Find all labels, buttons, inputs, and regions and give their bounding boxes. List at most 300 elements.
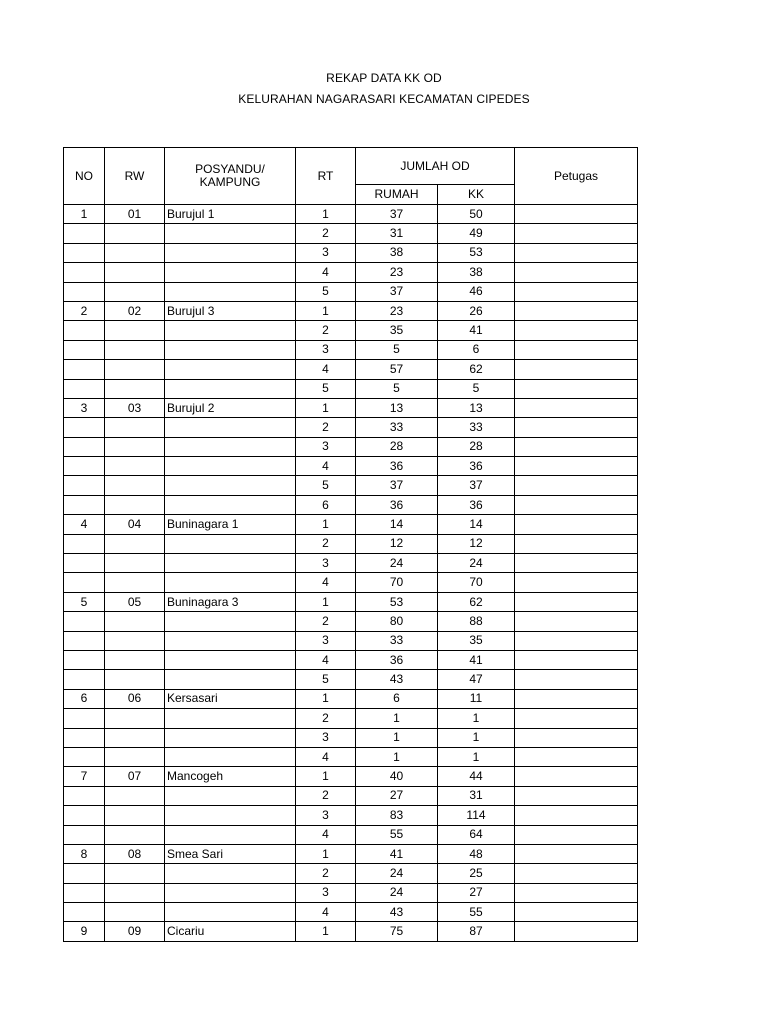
cell-petugas: [515, 515, 638, 534]
cell-rw: [105, 534, 165, 553]
cell-rumah: 37: [356, 282, 438, 301]
cell-rt: 1: [296, 689, 356, 708]
cell-no: [64, 340, 105, 359]
cell-rw: [105, 650, 165, 669]
cell-rt: 5: [296, 476, 356, 495]
cell-kk: 33: [438, 418, 515, 437]
cell-no: [64, 534, 105, 553]
cell-rumah: 80: [356, 612, 438, 631]
cell-no: [64, 728, 105, 747]
table-row: [64, 495, 638, 514]
cell-no: [64, 806, 105, 825]
cell-posyandu: Cicariu: [165, 922, 296, 941]
cell-rumah: 43: [356, 670, 438, 689]
cell-petugas: [515, 592, 638, 611]
cell-rw: [105, 825, 165, 844]
cell-rumah: 36: [356, 457, 438, 476]
table-row: [64, 340, 638, 359]
cell-rumah: 35: [356, 321, 438, 340]
cell-posyandu: [165, 612, 296, 631]
cell-posyandu: [165, 670, 296, 689]
cell-kk: 12: [438, 534, 515, 553]
cell-petugas: [515, 282, 638, 301]
cell-kk: 28: [438, 437, 515, 456]
cell-kk: 1: [438, 728, 515, 747]
table-row: [64, 767, 638, 786]
cell-kk: 41: [438, 321, 515, 340]
cell-kk: 26: [438, 301, 515, 320]
cell-rw: [105, 573, 165, 592]
table-row: [64, 631, 638, 650]
cell-rumah: 37: [356, 476, 438, 495]
cell-rw: [105, 457, 165, 476]
cell-no: [64, 437, 105, 456]
header-rumah: RUMAH: [356, 185, 438, 205]
cell-rw: [105, 612, 165, 631]
cell-posyandu: [165, 573, 296, 592]
document-title: REKAP DATA KK OD: [326, 71, 442, 85]
cell-petugas: [515, 360, 638, 379]
cell-no: [64, 825, 105, 844]
cell-rt: 4: [296, 573, 356, 592]
table-row: [64, 728, 638, 747]
cell-rt: 3: [296, 728, 356, 747]
table-row: [64, 592, 638, 611]
cell-kk: 36: [438, 457, 515, 476]
cell-no: [64, 263, 105, 282]
cell-rt: 1: [296, 844, 356, 863]
cell-petugas: [515, 205, 638, 224]
cell-rumah: 40: [356, 767, 438, 786]
cell-petugas: [515, 554, 638, 573]
cell-posyandu: [165, 554, 296, 573]
cell-no: [64, 650, 105, 669]
cell-rt: 1: [296, 398, 356, 417]
cell-petugas: [515, 728, 638, 747]
cell-no: [64, 554, 105, 573]
cell-posyandu: [165, 282, 296, 301]
cell-petugas: [515, 650, 638, 669]
header-no: NO: [64, 148, 105, 205]
cell-rumah: 5: [356, 340, 438, 359]
cell-no: 9: [64, 922, 105, 941]
cell-no: [64, 476, 105, 495]
cell-no: [64, 747, 105, 766]
cell-kk: 87: [438, 922, 515, 941]
cell-kk: 46: [438, 282, 515, 301]
cell-rt: 4: [296, 457, 356, 476]
table-row: [64, 476, 638, 495]
cell-rumah: 1: [356, 709, 438, 728]
table-row: [64, 301, 638, 320]
cell-kk: 31: [438, 786, 515, 805]
cell-petugas: [515, 747, 638, 766]
cell-posyandu: [165, 243, 296, 262]
cell-rt: 6: [296, 495, 356, 514]
cell-kk: 47: [438, 670, 515, 689]
cell-kk: 88: [438, 612, 515, 631]
cell-rt: 4: [296, 263, 356, 282]
cell-kk: 62: [438, 592, 515, 611]
cell-posyandu: Buninagara 3: [165, 592, 296, 611]
cell-kk: 1: [438, 709, 515, 728]
cell-no: [64, 670, 105, 689]
cell-petugas: [515, 689, 638, 708]
cell-posyandu: [165, 379, 296, 398]
table-row: [64, 844, 638, 863]
table-row: [64, 612, 638, 631]
cell-no: [64, 573, 105, 592]
cell-kk: 37: [438, 476, 515, 495]
cell-posyandu: [165, 360, 296, 379]
cell-rt: 2: [296, 786, 356, 805]
table-row: [64, 650, 638, 669]
cell-rt: 3: [296, 554, 356, 573]
cell-posyandu: [165, 631, 296, 650]
cell-posyandu: [165, 340, 296, 359]
table-row: [64, 437, 638, 456]
cell-petugas: [515, 418, 638, 437]
cell-kk: 70: [438, 573, 515, 592]
cell-rt: 3: [296, 340, 356, 359]
od-data-table: [63, 147, 638, 942]
cell-rw: 01: [105, 205, 165, 224]
cell-petugas: [515, 340, 638, 359]
table-row: [64, 903, 638, 922]
cell-rumah: 5: [356, 379, 438, 398]
cell-rw: [105, 437, 165, 456]
cell-rw: [105, 495, 165, 514]
cell-rt: 2: [296, 709, 356, 728]
cell-posyandu: [165, 263, 296, 282]
table-row: [64, 457, 638, 476]
cell-kk: 38: [438, 263, 515, 282]
cell-petugas: [515, 495, 638, 514]
cell-rw: 09: [105, 922, 165, 941]
cell-petugas: [515, 437, 638, 456]
table-row: [64, 825, 638, 844]
cell-posyandu: [165, 418, 296, 437]
table-row: [64, 205, 638, 224]
cell-rumah: 41: [356, 844, 438, 863]
cell-posyandu: [165, 476, 296, 495]
header-posyandu-line1: POSYANDU/: [195, 162, 265, 176]
cell-rt: 2: [296, 864, 356, 883]
cell-no: 4: [64, 515, 105, 534]
cell-rt: 3: [296, 437, 356, 456]
cell-rt: 1: [296, 515, 356, 534]
cell-posyandu: [165, 224, 296, 243]
cell-petugas: [515, 806, 638, 825]
table-row: [64, 418, 638, 437]
table-row: [64, 709, 638, 728]
cell-rt: 2: [296, 534, 356, 553]
cell-posyandu: [165, 728, 296, 747]
cell-kk: 11: [438, 689, 515, 708]
cell-petugas: [515, 825, 638, 844]
cell-posyandu: Buninagara 1: [165, 515, 296, 534]
cell-rumah: 31: [356, 224, 438, 243]
cell-posyandu: [165, 786, 296, 805]
cell-petugas: [515, 709, 638, 728]
cell-petugas: [515, 767, 638, 786]
cell-rumah: 23: [356, 301, 438, 320]
table-row: [64, 243, 638, 262]
cell-no: 5: [64, 592, 105, 611]
cell-rw: [105, 379, 165, 398]
cell-rw: [105, 360, 165, 379]
cell-rw: 02: [105, 301, 165, 320]
table-row: [64, 379, 638, 398]
cell-posyandu: [165, 747, 296, 766]
cell-rw: [105, 282, 165, 301]
cell-rw: [105, 476, 165, 495]
cell-petugas: [515, 864, 638, 883]
table-body: [64, 205, 638, 942]
cell-rt: 1: [296, 922, 356, 941]
cell-rt: 2: [296, 418, 356, 437]
cell-posyandu: Burujul 1: [165, 205, 296, 224]
cell-rumah: 1: [356, 728, 438, 747]
cell-no: [64, 457, 105, 476]
cell-rt: 5: [296, 282, 356, 301]
cell-petugas: [515, 612, 638, 631]
cell-petugas: [515, 379, 638, 398]
cell-rw: [105, 670, 165, 689]
cell-posyandu: Burujul 3: [165, 301, 296, 320]
cell-kk: 114: [438, 806, 515, 825]
cell-rw: 06: [105, 689, 165, 708]
cell-rumah: 24: [356, 864, 438, 883]
cell-rt: 3: [296, 883, 356, 902]
cell-no: 7: [64, 767, 105, 786]
cell-petugas: [515, 883, 638, 902]
table-row: [64, 883, 638, 902]
cell-rw: [105, 243, 165, 262]
cell-petugas: [515, 631, 638, 650]
cell-rt: 1: [296, 592, 356, 611]
table-row: [64, 689, 638, 708]
cell-kk: 5: [438, 379, 515, 398]
cell-no: [64, 631, 105, 650]
cell-rt: 5: [296, 670, 356, 689]
cell-rw: [105, 864, 165, 883]
cell-kk: 55: [438, 903, 515, 922]
table-row: [64, 670, 638, 689]
cell-rt: 4: [296, 360, 356, 379]
header-posyandu: [165, 148, 296, 205]
cell-rt: 3: [296, 243, 356, 262]
cell-kk: 41: [438, 650, 515, 669]
cell-kk: 36: [438, 495, 515, 514]
table-row: [64, 922, 638, 941]
cell-rw: [105, 263, 165, 282]
cell-petugas: [515, 670, 638, 689]
cell-rt: 3: [296, 806, 356, 825]
cell-rt: 5: [296, 379, 356, 398]
cell-petugas: [515, 534, 638, 553]
cell-no: [64, 786, 105, 805]
cell-petugas: [515, 301, 638, 320]
cell-petugas: [515, 243, 638, 262]
header-jumlah-od: JUMLAH OD: [356, 148, 515, 185]
cell-posyandu: [165, 457, 296, 476]
cell-no: [64, 379, 105, 398]
table-row: [64, 573, 638, 592]
cell-no: 6: [64, 689, 105, 708]
cell-rw: [105, 340, 165, 359]
cell-kk: 49: [438, 224, 515, 243]
cell-no: [64, 282, 105, 301]
cell-rumah: 75: [356, 922, 438, 941]
table-row: [64, 864, 638, 883]
cell-petugas: [515, 844, 638, 863]
cell-posyandu: [165, 495, 296, 514]
cell-petugas: [515, 263, 638, 282]
cell-kk: 14: [438, 515, 515, 534]
cell-rt: 1: [296, 205, 356, 224]
table-row: [64, 398, 638, 417]
cell-rw: 03: [105, 398, 165, 417]
cell-rumah: 33: [356, 418, 438, 437]
cell-kk: 53: [438, 243, 515, 262]
header-posyandu-line2: KAMPUNG: [199, 175, 261, 189]
cell-rumah: 27: [356, 786, 438, 805]
cell-rt: 4: [296, 903, 356, 922]
cell-rt: 1: [296, 767, 356, 786]
table-row: [64, 360, 638, 379]
cell-rt: 2: [296, 612, 356, 631]
header-rt: RT: [296, 148, 356, 205]
cell-rw: [105, 786, 165, 805]
cell-no: [64, 883, 105, 902]
cell-rumah: 28: [356, 437, 438, 456]
cell-rumah: 57: [356, 360, 438, 379]
cell-posyandu: Burujul 2: [165, 398, 296, 417]
cell-rumah: 6: [356, 689, 438, 708]
cell-no: 8: [64, 844, 105, 863]
cell-posyandu: [165, 903, 296, 922]
table-row: [64, 534, 638, 553]
cell-rw: [105, 883, 165, 902]
cell-kk: 13: [438, 398, 515, 417]
cell-petugas: [515, 786, 638, 805]
cell-rumah: 83: [356, 806, 438, 825]
cell-posyandu: [165, 321, 296, 340]
cell-rt: 2: [296, 321, 356, 340]
cell-rumah: 37: [356, 205, 438, 224]
cell-no: 2: [64, 301, 105, 320]
cell-petugas: [515, 476, 638, 495]
cell-petugas: [515, 457, 638, 476]
cell-kk: 44: [438, 767, 515, 786]
cell-rw: [105, 321, 165, 340]
cell-posyandu: [165, 864, 296, 883]
cell-no: [64, 360, 105, 379]
cell-rt: 4: [296, 747, 356, 766]
table-row: [64, 747, 638, 766]
cell-kk: 50: [438, 205, 515, 224]
cell-rw: 04: [105, 515, 165, 534]
cell-no: [64, 864, 105, 883]
cell-no: [64, 243, 105, 262]
cell-rw: [105, 903, 165, 922]
cell-rw: [105, 747, 165, 766]
cell-posyandu: [165, 709, 296, 728]
table-row: [64, 263, 638, 282]
cell-kk: 62: [438, 360, 515, 379]
cell-rumah: 13: [356, 398, 438, 417]
cell-rt: 4: [296, 650, 356, 669]
cell-no: [64, 709, 105, 728]
cell-kk: 24: [438, 554, 515, 573]
cell-rw: [105, 554, 165, 573]
cell-no: 3: [64, 398, 105, 417]
cell-no: [64, 495, 105, 514]
cell-petugas: [515, 398, 638, 417]
cell-rw: [105, 728, 165, 747]
cell-kk: 6: [438, 340, 515, 359]
cell-rumah: 36: [356, 495, 438, 514]
cell-rt: 4: [296, 825, 356, 844]
cell-kk: 25: [438, 864, 515, 883]
cell-kk: 1: [438, 747, 515, 766]
table-row: [64, 806, 638, 825]
cell-rumah: 33: [356, 631, 438, 650]
cell-rw: [105, 224, 165, 243]
header-kk: KK: [438, 185, 515, 205]
cell-rw: 08: [105, 844, 165, 863]
cell-posyandu: [165, 650, 296, 669]
cell-rt: 1: [296, 301, 356, 320]
cell-no: [64, 418, 105, 437]
cell-rw: 07: [105, 767, 165, 786]
cell-rumah: 14: [356, 515, 438, 534]
cell-rumah: 1: [356, 747, 438, 766]
cell-kk: 48: [438, 844, 515, 863]
cell-rt: 2: [296, 224, 356, 243]
cell-rumah: 24: [356, 883, 438, 902]
cell-petugas: [515, 922, 638, 941]
cell-posyandu: Mancogeh: [165, 767, 296, 786]
cell-rumah: 70: [356, 573, 438, 592]
cell-petugas: [515, 321, 638, 340]
cell-kk: 27: [438, 883, 515, 902]
cell-posyandu: [165, 825, 296, 844]
table-row: [64, 515, 638, 534]
cell-petugas: [515, 903, 638, 922]
header-petugas: Petugas: [515, 148, 638, 205]
cell-rumah: 43: [356, 903, 438, 922]
cell-no: 1: [64, 205, 105, 224]
cell-rw: [105, 631, 165, 650]
cell-posyandu: [165, 806, 296, 825]
cell-no: [64, 903, 105, 922]
cell-no: [64, 321, 105, 340]
header-rw: RW: [105, 148, 165, 205]
cell-petugas: [515, 224, 638, 243]
cell-kk: 64: [438, 825, 515, 844]
table-row: [64, 554, 638, 573]
table-row: [64, 321, 638, 340]
cell-no: [64, 224, 105, 243]
cell-rw: [105, 418, 165, 437]
cell-rumah: 24: [356, 554, 438, 573]
cell-petugas: [515, 573, 638, 592]
cell-rumah: 53: [356, 592, 438, 611]
cell-posyandu: [165, 534, 296, 553]
cell-rumah: 38: [356, 243, 438, 262]
